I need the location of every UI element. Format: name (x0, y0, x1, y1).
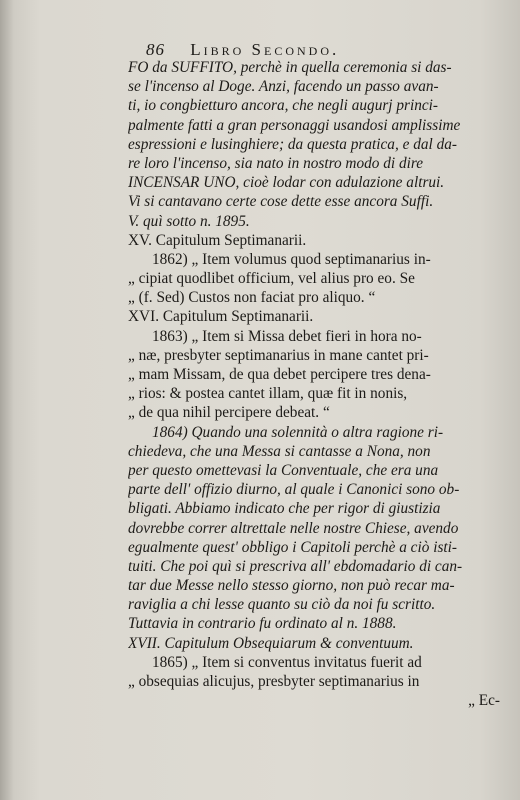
text-line: „ obsequias alicujus, presbyter septimanarius in (128, 673, 420, 690)
text-line: „ rios: & postea cantet illam, quæ fit in nonis, (128, 385, 408, 403)
text-line: „ (f. Sed) Custos non faciat pro aliquo. “ (128, 289, 376, 307)
text-line: egualmente quest' obbligo i Capitoli perchè a ciò isti- (128, 538, 457, 556)
text-line: tar due Messe nello stesso giorno, non può recar ma- (128, 577, 455, 595)
text-line: „ næ, presbyter septimanarius in mane cantet pri- (128, 346, 429, 364)
text-line: 1864) Quando una solennità o altra ragione ri- (152, 423, 444, 441)
text-line: ti, io congbietturo ancora, che negli augurj princi- (128, 97, 439, 115)
text-line: „ de qua nihil percipere debeat. “ (128, 404, 330, 422)
running-title: Libro Secondo. (190, 40, 340, 59)
text-line: XVI. Capitulum Septimanarii. (128, 308, 314, 326)
text-line: „ Ec- (468, 692, 500, 710)
text-line: bligati. Abbiamo indicato che per rigor di giustizia (128, 500, 441, 518)
text-line: 1863) „ Item si Missa debet fieri in hora no- (152, 327, 422, 345)
text-line: chiedeva, che una Messa si cantasse a Nona, non (128, 442, 431, 460)
text-line: se l'incenso al Doge. Anzi, facendo un passo avan- (128, 78, 439, 96)
body-text (128, 58, 500, 710)
text-line: 1862) „ Item volumus quod septimanarius in- (152, 250, 431, 268)
text-line: re loro l'incenso, sia nato in nostro modo di dire (128, 154, 424, 172)
text-line: Vi si cantavano certe cose dette esse ancora Suffi. (128, 193, 434, 211)
text-line: 1865) „ Item si conventus invitatus fuerit ad (152, 653, 422, 671)
text-line: espressioni e lusinghiere; da questa pratica, e dal da- (128, 135, 457, 153)
text-line: palmente fatti a gran personaggi usandosi amplissime (128, 116, 461, 134)
text-line: per questo omettevasi la Conventuale, che era una (128, 461, 439, 479)
text-line: XVII. Capitulum Obsequiarum & conventuum. (128, 634, 414, 652)
page-header (146, 40, 339, 60)
text-line: raviglia a chi lesse quanto su ciò da noi fu scritto. (128, 596, 436, 614)
text-line: „ mam Missam, de qua debet percipere tres dena- (128, 366, 431, 383)
page-number: 86 (146, 40, 165, 59)
text-line: tuiti. Che poi quì si prescriva all' ebdomadario di can- (128, 557, 463, 575)
text-line: dovrebbe correr altrettale nelle nostre Chiese, avendo (128, 519, 459, 537)
text-line: INCENSAR UNO, cioè lodar con adulazione altrui. (128, 174, 445, 192)
text-line: parte dell' offizio diurno, al quale i Canonici sono ob- (128, 481, 460, 499)
text-line: FO da SUFFITO, perchè in quella ceremonia si das- (128, 59, 452, 76)
text-line: Tuttavia in contrario fu ordinato al n. 1888. (128, 615, 397, 633)
text-line: XV. Capitulum Septimanarii. (128, 231, 307, 249)
text-line: „ cipiat quodlibet officium, vel alius pro eo. Se (128, 270, 415, 288)
text-line: V. quì sotto n. 1895. (128, 212, 250, 230)
